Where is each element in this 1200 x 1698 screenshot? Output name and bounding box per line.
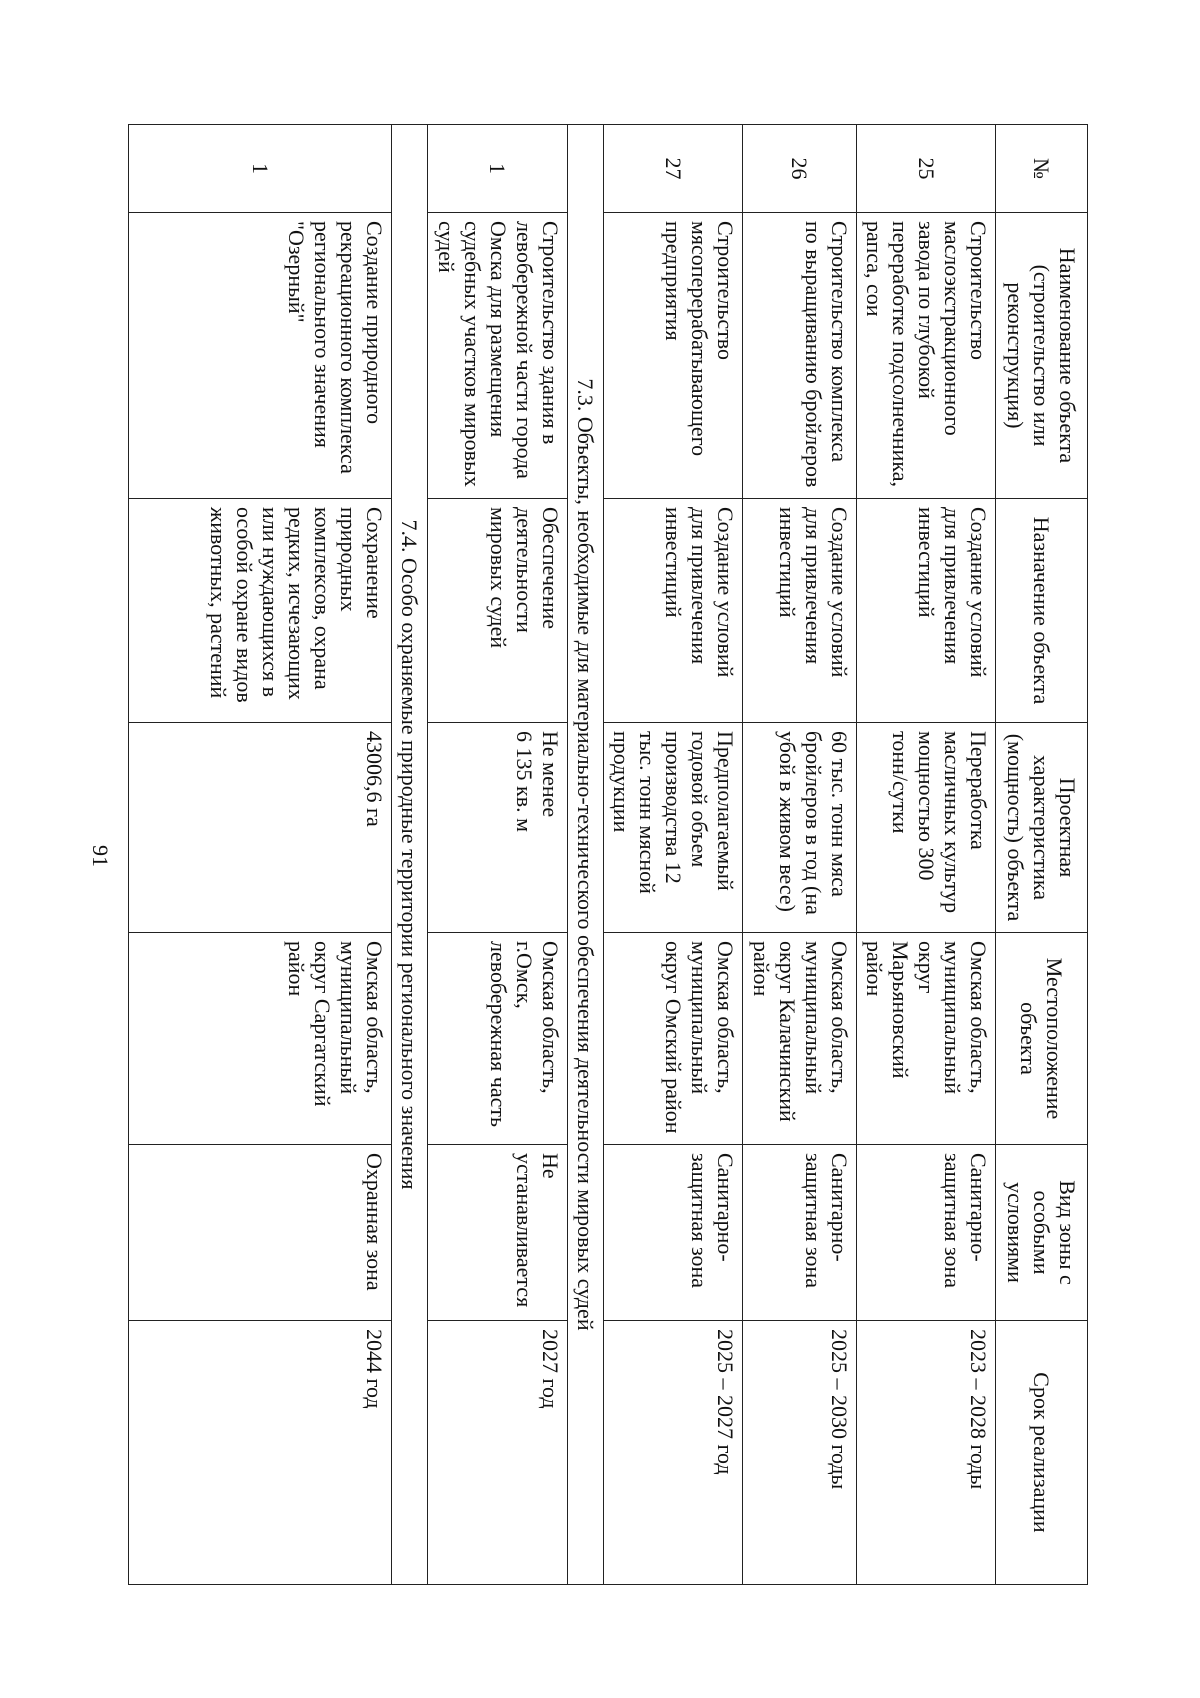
row-location: Омская область, г.Омск, левобережная часть [428,933,568,1145]
row-capacity: Не менее 6 135 кв. м [428,723,568,933]
row-purpose: Создание условий для привлечения инвестиций [604,499,743,723]
header-capacity: Проектная характеристика (мощность) объекта [996,723,1088,933]
header-purpose: Назначение объекта [996,499,1088,723]
row-num: 25 [857,125,996,213]
section-row [568,125,604,1585]
table-row [857,125,996,1585]
row-zone: Санитарно-защитная зона [604,1145,743,1321]
row-location: Омская область, муниципальный округ Калачинский район [743,933,857,1145]
header-zone: Вид зоны с особыми условиями [996,1145,1088,1321]
row-capacity: Предполагаемый годовой объем производства 12 тыс. тонн мясной продукции [604,723,743,933]
header-term: Срок реализации [996,1321,1088,1585]
row-location: Омская область, муниципальный округ Омский район [604,933,743,1145]
row-zone: Санитарно-защитная зона [857,1145,996,1321]
row-location: Омская область, муниципальный округ Марьяновский район [857,933,996,1145]
header-row [996,125,1088,1585]
row-purpose: Создание условий для привлечения инвестиций [857,499,996,723]
row-zone: Санитарно-защитная зона [743,1145,857,1321]
row-term: 2023 – 2028 годы [857,1321,996,1585]
row-name: Строительство здания в левобережной части города Омска для размещения судебных участков мировых судей [428,213,568,499]
row-term: 2025 – 2027 год [604,1321,743,1585]
row-zone: Не устанавливается [428,1145,568,1321]
row-term: 2027 год [428,1321,568,1585]
row-capacity: 43006,6 га [129,723,392,933]
row-name: Строительство комплекса по выращиванию бройлеров [743,213,857,499]
header-name: Наименование объекта (строительство или реконструкция) [996,213,1088,499]
row-term: 2044 год [129,1321,392,1585]
table-row [743,125,857,1585]
row-purpose: Сохранение природных комплексов, охрана редких, исчезающих или нуждающихся в особой охране видов животных, растений [129,499,392,723]
row-capacity: 60 тыс. тонн мяса бройлеров в год (на убой в живом весе) [743,723,857,933]
section-title-7-4: 7.4. Особо охраняемые природные территории регионального значения [392,125,428,1585]
table-row [604,125,743,1585]
row-capacity: Переработка масличных культур мощностью 300 тонн/сутки [857,723,996,933]
table-row [129,125,392,1585]
objects-table [128,124,1088,1585]
row-purpose: Обеспечение деятельности мировых судей [428,499,568,723]
row-num: 1 [129,125,392,213]
page-number: 91 [88,845,113,867]
row-name: Строительство маслоэкстракционного завода по глубокой переработке подсолнечника, рапса, сои [857,213,996,499]
row-location: Омская область, муниципальный округ Саргатский район [129,933,392,1145]
section-row [392,125,428,1585]
header-location: Местоположение объекта [996,933,1088,1145]
row-term: 2025 – 2030 годы [743,1321,857,1585]
table-row [428,125,568,1585]
row-name: Создание природного рекреационного комплекса регионального значения "Озерный" [129,213,392,499]
table-container [128,124,1088,1584]
section-title-7-3: 7.3. Объекты, необходимые для материально-технического обеспечения деятельности мировых судей [568,125,604,1585]
row-purpose: Создание условий для привлечения инвестиций [743,499,857,723]
row-num: 1 [428,125,568,213]
header-num: № [996,125,1088,213]
row-name: Строительство мясоперерабатывающего предприятия [604,213,743,499]
row-num: 27 [604,125,743,213]
row-num: 26 [743,125,857,213]
row-zone: Охранная зона [129,1145,392,1321]
